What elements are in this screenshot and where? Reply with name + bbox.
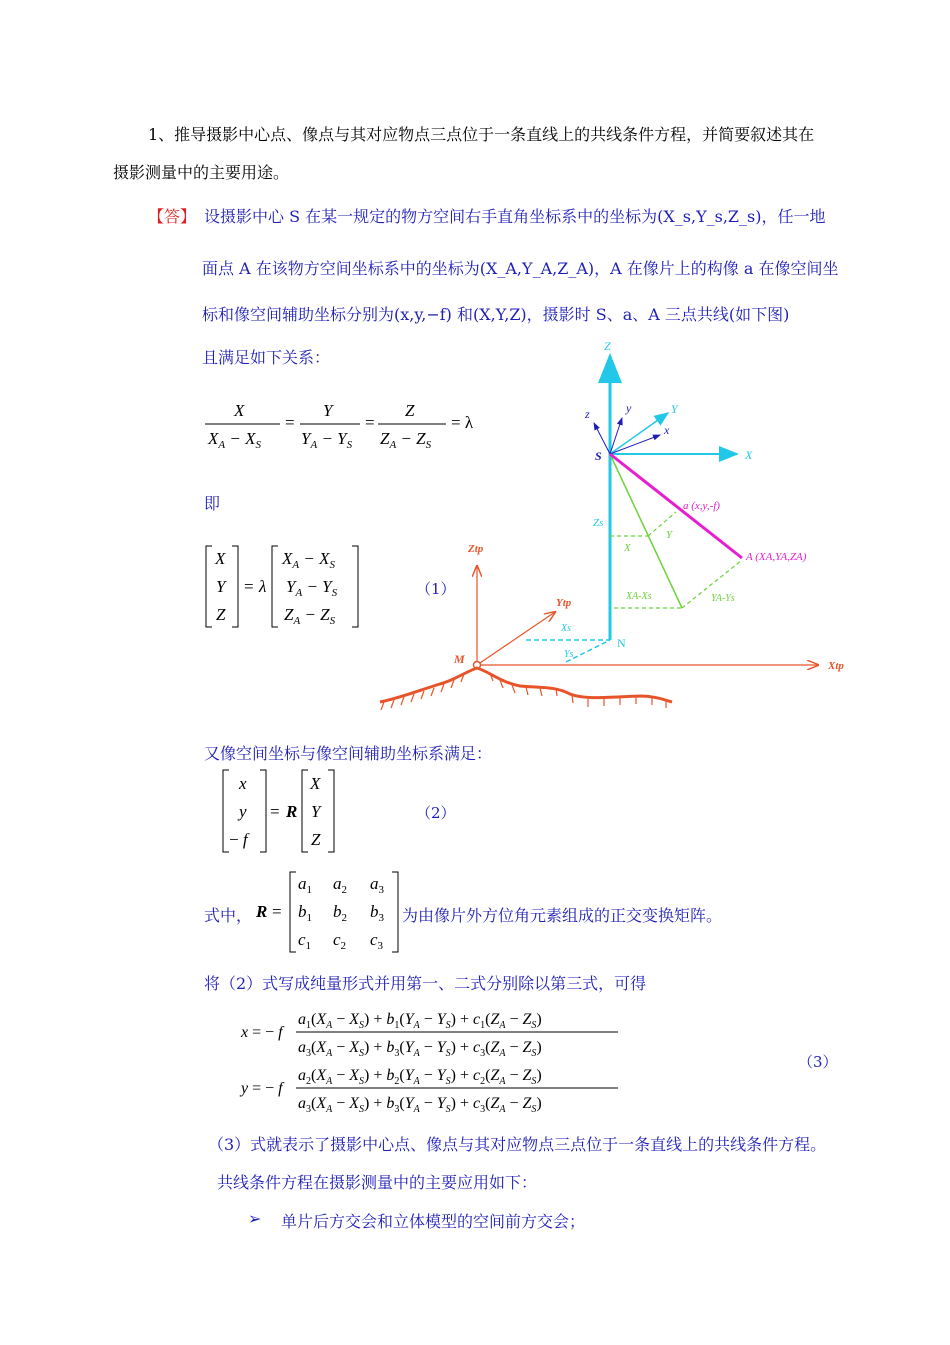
svg-text:a1(XA − XS) + b1(YA − YS) + c1: $a_1(X_A - X_S) + b_1(Y_A - Y_S) + c_1(Z_A - Z_S)$: [298, 1011, 542, 1031]
shizhong-text: 式中，: [204, 906, 253, 925]
svg-text:X: X: [310, 774, 321, 793]
svg-text:c3: $c_3$: [370, 930, 384, 952]
svg-text:λ: λ: [259, 577, 267, 596]
label-X-lower: X: [624, 542, 631, 554]
svg-text:R: R: [256, 902, 268, 921]
answer-tag: 【答】: [148, 207, 197, 226]
label-y: y: [626, 401, 632, 415]
question-line-1: 1、推导摄影中心点、像点与其对应物点三点位于一条直线上的共线条件方程，并简要叙述其在: [148, 125, 815, 144]
ji-text: 即: [204, 494, 221, 513]
svg-text:X: X: [234, 401, 245, 420]
bullet-item-1: 单片后方交会和立体模型的空间前方交会；: [281, 1212, 586, 1231]
svg-text:a3: $a_3$: [370, 874, 384, 896]
svg-text:= λ: = λ: [451, 413, 474, 432]
answer-line-8: 共线条件方程在摄影测量中的主要应用如下：: [217, 1173, 538, 1192]
label-Ys: Ys: [564, 649, 574, 660]
svg-text:c2: $c_2$: [333, 930, 347, 952]
svg-text:a2: $a_2$: [333, 874, 347, 896]
svg-text:x: x: [239, 774, 247, 793]
svg-text:a3(XA − XS) + b3(YA − YS) + c3: $a_3(X_A - X_S) + b_3(Y_A - Y_S) + c_3(Z_A - Z_S)$: [298, 1039, 542, 1059]
svg-text:y: y: [239, 802, 247, 821]
svg-text:b1: $b_1$: [298, 902, 312, 924]
svg-text:XA − XS: $X_A - X_S$: [282, 549, 335, 571]
matrix-equation-1: [206, 546, 358, 627]
Y-axis: [610, 413, 668, 454]
eq2-number: （2）: [416, 804, 456, 822]
label-Zs: Zs: [593, 517, 604, 529]
label-z: z: [585, 407, 590, 421]
svg-text:− f: − f: [229, 830, 248, 849]
svg-text:R: R: [286, 802, 298, 821]
svg-text:Y: Y: [311, 802, 321, 821]
answer-line-7: （3）式就表示了摄影中心点、像点与其对应物点三点位于一条直线上的共线条件方程。: [208, 1135, 827, 1154]
svg-text:Z: Z: [311, 830, 321, 849]
svg-text:X: X: [215, 549, 226, 568]
eq3-number: （3）: [798, 1053, 838, 1071]
answer-line-6: 将（2）式写成纯量形式并用第一、二式分别除以第三式，可得: [204, 974, 647, 993]
terrain-hatch: [381, 673, 666, 710]
R-description: 为由像片外方位角元素组成的正交变换矩阵。: [402, 906, 723, 925]
svg-text:=: =: [272, 902, 282, 921]
svg-text:Y: Y: [323, 401, 333, 420]
label-a: a (x,y,-f): [683, 500, 720, 512]
label-YA-Ys: YA-Ys: [711, 593, 735, 604]
svg-text:ZA − ZS: $Z_A - Z_S$: [284, 605, 336, 627]
label-Y: Y: [671, 402, 678, 416]
label-N: N: [617, 636, 626, 650]
svg-text:=: =: [244, 577, 254, 596]
svg-text:a1: $a_1$: [298, 874, 312, 896]
label-Ztp: Ztp: [468, 543, 484, 555]
svg-text:=: =: [365, 413, 375, 432]
label-XA-Xs: XA-Xs: [626, 591, 652, 602]
label-S: S: [595, 449, 602, 463]
svg-text:y = − f: y = − f: [241, 1080, 283, 1097]
svg-text:YA − YS: $Y_A - Y_S$: [301, 429, 353, 451]
answer-line-1: 设摄影中心 S 在某一规定的物方空间右手直角坐标系中的坐标为(X_s,Y_s,Z_s)，任一地: [204, 207, 826, 226]
label-Z: Z: [604, 339, 611, 353]
collinearity-equations: [239, 1011, 618, 1115]
eq1-number: （1）: [416, 580, 456, 598]
svg-text:a3(XA − XS) + b3(YA − YS) + c3: $a_3(X_A - X_S) + b_3(Y_A - Y_S) + c_3(Z_A - Z_S)$: [298, 1095, 542, 1115]
question-line-2: 摄影测量中的主要用途。: [113, 163, 290, 182]
svg-text:YA − YS: $Y_A - Y_S$: [286, 577, 338, 599]
answer-line-3: 标和像空间辅助坐标分别为(x,y,−f) 和(X,Y,Z)，摄影时 S、a、A 三点共线(如下图): [202, 305, 790, 324]
x-axis: [610, 435, 660, 454]
label-A: A (XA,YA,ZA): [746, 551, 807, 563]
label-Y-lower: Y: [666, 529, 673, 541]
Ytp-axis: [477, 612, 555, 665]
svg-text:b3: $b_3$: [370, 902, 384, 924]
label-X: X: [745, 448, 753, 462]
svg-text:Z: Z: [216, 605, 226, 624]
svg-text:ZA − ZS: $Z_A - Z_S$: [380, 429, 432, 451]
svg-text:=: =: [285, 413, 295, 432]
label-Xtp: Xtp: [828, 660, 844, 672]
svg-text:=: =: [270, 802, 280, 821]
svg-text:Y: Y: [216, 577, 226, 596]
matrix-equation-2: [223, 770, 334, 852]
label-x: x: [664, 423, 670, 437]
bullet-marker: ➢: [248, 1209, 262, 1228]
label-Xs: Xs: [561, 623, 571, 634]
y-axis: [610, 418, 622, 454]
label-Ytp: Ytp: [556, 597, 572, 609]
label-M: M: [454, 652, 465, 666]
svg-text:a2(XA − XS) + b2(YA − YS) + c2: $a_2(X_A - X_S) + b_2(Y_A - Y_S) + c_2(Z_A - Z_S)$: [298, 1067, 542, 1087]
ratio-equation: [205, 401, 474, 451]
svg-text:c1: $c_1$: [298, 930, 312, 952]
terrain: [380, 668, 672, 702]
svg-text:b2: $b_2$: [333, 902, 347, 924]
answer-line-5: 又像空间坐标与像空间辅助坐标系满足：: [204, 744, 493, 763]
svg-text:Z: Z: [405, 401, 415, 420]
collinearity-diagram: [380, 339, 844, 710]
rotation-matrix: [255, 872, 398, 952]
svg-text:XA − XS: $X_A - X_S$: [208, 429, 261, 451]
answer-line-4: 且满足如下关系：: [202, 348, 331, 367]
answer-line-2: 面点 A 在该物方空间坐标系中的坐标为(X_A,Y_A,Z_A)，A 在像片上的构像 a 在像空间坐: [202, 259, 839, 278]
svg-text:x = − f: x = − f: [241, 1024, 283, 1041]
